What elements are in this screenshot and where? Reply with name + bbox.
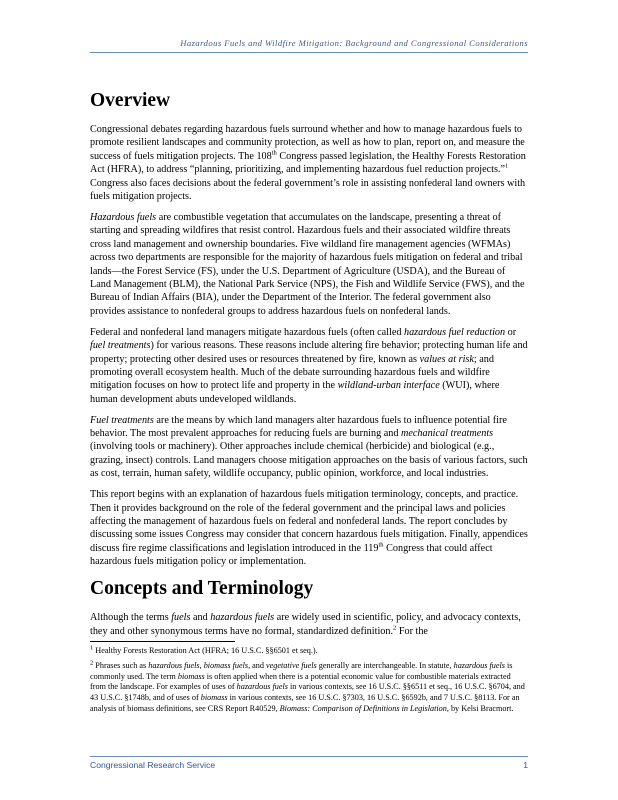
footnote-text: is commonly used. The term <box>90 660 513 681</box>
text-run: Congress passed legislation, the Healthy Forests Restoration Act (HFRA), to address “planning, prioritizing, and implementing hazardous fuel reduction projects.” <box>90 150 526 176</box>
term-italic: hazardous fuels <box>236 682 288 692</box>
text-run: (involving tools or machinery). Other approaches include chemical (herbicide) and biological (e.g., grazing, insect) controls. Land managers choose mitigation approaches on the basis of various factors, such as cost, terrain, human safety, wildlife occupancy, public opinion, workforce, and local industries. <box>90 441 528 480</box>
footnote-text: generally are interchangeable. In statute, <box>316 660 454 670</box>
overview-paragraph-1 <box>90 123 528 203</box>
report-title-italic: Biomass: Comparison of Definitions in Legislation <box>279 703 447 713</box>
footnote-number: 2 <box>90 659 94 667</box>
text-run: are the means by which land managers alter hazardous fuels to influence potential fire behavior. The most prevalent approaches for reducing fuels are burning and <box>90 414 507 440</box>
footnote-text: , and <box>248 660 267 670</box>
footnote-ref-2[interactable]: 2 <box>393 624 397 632</box>
text-run: Although the terms <box>90 612 172 624</box>
footnote-text: in various contexts, see 16 U.S.C. §7303, 16 U.S.C. §6592b, and 7 U.S.C. §8113. For an analysis of biomass definitions, see CRS Report R40529, <box>90 693 520 713</box>
footnote-text: in various contexts, see 16 U.S.C. §§6511 et seq., 16 U.S.C. §6704, and 43 U.S.C. §1748b, and of uses of <box>90 682 525 703</box>
term-italic: Fuel treatments <box>90 414 154 426</box>
text-run: are widely used in scientific, policy, and advocacy contexts, they and other synonymous terms have no formal, standardized definition. <box>90 612 521 637</box>
text-run: Congress that could affect hazardous fuels mitigation policy or implementation. <box>90 542 493 568</box>
text-run: or <box>505 326 517 338</box>
term-italic: wildland-urban interface <box>337 380 440 392</box>
footnote-text: , <box>199 660 204 670</box>
concepts-paragraph-1 <box>90 611 528 638</box>
text-run: This report begins with an explanation of hazardous fuels mitigation terminology, concepts, and practice. Then it provides background on the role of the federal government and the principal laws and policies affecting the management of hazardous fuels on federal and nonfederal lands. The report concludes by discussing some issues Congress may consider that concern hazardous fuels mitigation. Finally, appendices discuss fire regime classifications and legislation introduced in the 119 <box>90 489 528 554</box>
overview-paragraph-2 <box>90 211 528 318</box>
running-header: Hazardous Fuels and Wildfire Mitigation: Background and Congressional Considerations <box>180 38 528 48</box>
footnote-1 <box>90 646 528 657</box>
text-run: Federal and nonfederal land managers mitigate hazardous fuels (often called <box>90 326 404 338</box>
text-run: ) for various reasons. These reasons include altering fire behavior; protecting human life and property; protecting other desired uses or resources threatened by fire, known as <box>90 340 528 365</box>
text-run: (WUI), where human development abuts undeveloped wildlands. <box>90 380 500 405</box>
text-run: are combustible vegetation that accumulates on the landscape, presenting a threat of starting and spreading wildfires that resist control. Hazardous fuels and their associated wildfire threats cross land management and ownership boundaries. Five wildland fire management agencies (WFMAs) across two departments are responsible for the majority of hazardous fuels mitigation on federal and tribal lands—the Forest Service (FS), under the U.S. Department of Agriculture (USDA), and the Bureau of Land Management (BLM), the National Park Service (NPS), the Fish and Wildlife Service (FWS), and the Bureau of Indian Affairs (BIA), under the Department of the Interior. The federal government also provides assistance to nonfederal groups to address hazardous fuels on nonfederal lands. <box>90 211 525 317</box>
overview-paragraph-3 <box>90 326 528 406</box>
footnote-rule <box>90 641 235 642</box>
footer-organization: Congressional Research Service <box>90 760 216 770</box>
footer-rule <box>90 756 528 757</box>
footnote-text: Healthy Forests Restoration Act (HFRA; 16 U.S.C. §§6501 et seq.). <box>93 646 318 655</box>
text-run: and <box>190 612 211 624</box>
superscript: th <box>378 541 384 549</box>
footnote-number: 1 <box>90 644 94 652</box>
footnote-ref-1[interactable]: 1 <box>505 162 509 170</box>
overview-paragraph-5 <box>90 488 528 568</box>
term-italic: Hazardous fuels <box>90 211 157 223</box>
term-italic: hazardous fuel reduction <box>403 326 506 338</box>
footnote-text: is often applied when there is a potential economic value for combustible materials extracted from the landscape. For examples of uses of <box>90 671 511 692</box>
overview-heading: Overview <box>90 90 171 111</box>
term-italic: hazardous fuels <box>210 612 275 624</box>
term-italic: vegetative fuels <box>266 660 317 670</box>
term-italic: mechanical treatments <box>401 428 494 440</box>
term-italic: fuels <box>171 612 191 624</box>
term-italic: biomass <box>177 671 205 681</box>
page-number: 1 <box>523 760 528 770</box>
text-run: Congressional debates regarding hazardous fuels surround whether and how to manage hazardous fuels to promote resilient landscapes and community protection, as well as how to plan, report on, and measure the success of fuels mitigation projects. The 108 <box>90 124 525 162</box>
main-content <box>90 88 528 645</box>
term-italic: fuel treatments <box>90 340 151 352</box>
text-run: ; and promoting overall ecosystem health. Much of the debate surrounding hazardous fuels and wildfire mitigation focuses on how to protect life and property in the <box>90 353 494 392</box>
term-italic: hazardous fuels <box>453 660 505 670</box>
term-italic: hazardous fuels <box>148 660 200 670</box>
footnotes <box>90 646 528 719</box>
superscript: th <box>271 149 277 157</box>
concepts-heading: Concepts and Terminology <box>90 578 314 600</box>
footnote-text: Phrases such as <box>93 660 149 670</box>
header-rule <box>90 52 528 53</box>
text-run: For the <box>396 625 428 637</box>
overview-paragraph-4 <box>90 414 528 481</box>
footnote-text: , by Kelsi Bracmort. <box>446 703 514 713</box>
term-italic: biomass fuels <box>203 660 249 670</box>
footnote-2 <box>90 661 528 715</box>
term-italic: values at risk <box>419 353 474 365</box>
text-run: Congress also faces decisions about the federal government’s role in assisting nonfederal land owners with fuels mitigation projects. <box>90 177 526 203</box>
term-italic: biomass <box>200 693 228 703</box>
